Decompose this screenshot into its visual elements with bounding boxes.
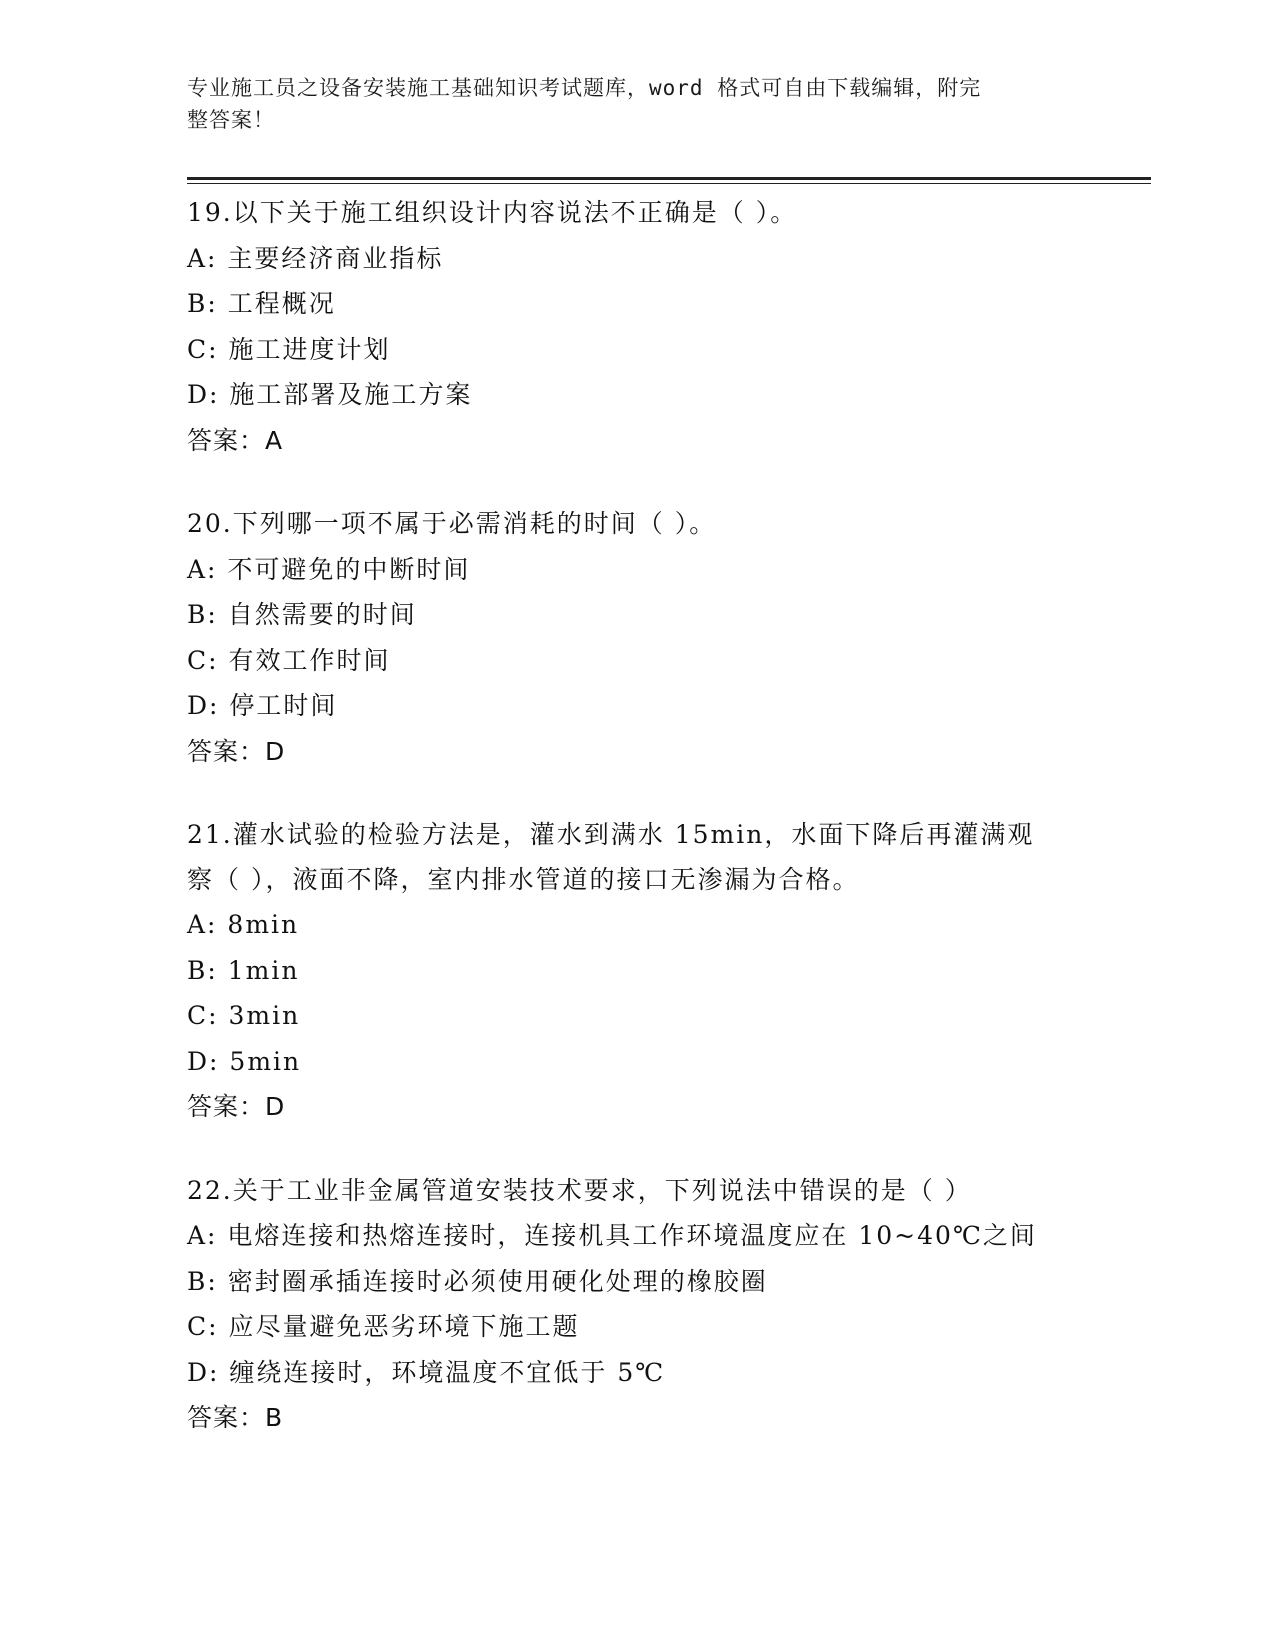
- question-22: [187, 1168, 1087, 1441]
- answer: 答案：D: [187, 1092, 286, 1121]
- option-b: B: 1min: [187, 955, 300, 985]
- option-c: C: 3min: [187, 1001, 301, 1030]
- question-stem-continued: 察（ ），液面不降，室内排水管道的接口无渗漏为合格。: [187, 865, 860, 894]
- question-stem: 22.关于工业非金属管道安装技术要求，下列说法中错误的是（ ）: [187, 1175, 972, 1205]
- option-d: D: 缠绕连接时，环境温度不宜低于 5℃: [187, 1357, 666, 1387]
- question-list: [187, 190, 1087, 1479]
- header-line-1: 专业施工员之设备安装施工基础知识考试题库，word 格式可自由下载编辑，附完: [187, 76, 982, 100]
- option-a: A: 不可避免的中断时间: [187, 554, 471, 584]
- option-b: B: 自然需要的时间: [187, 600, 417, 629]
- header-line-2: 整答案！: [187, 108, 275, 132]
- header-divider-thin: [187, 183, 1151, 184]
- question-20: [187, 501, 1087, 774]
- option-a: A: 主要经济商业指标: [187, 243, 444, 273]
- option-d: D: 停工时间: [187, 691, 338, 720]
- option-c: C: 施工进度计划: [187, 334, 391, 364]
- answer: 答案：A: [187, 425, 284, 455]
- option-b: B: 密封圈承插连接时必须使用硬化处理的橡胶圈: [187, 1266, 768, 1296]
- option-d: D: 施工部署及施工方案: [187, 380, 473, 409]
- answer: 答案：D: [187, 736, 286, 766]
- question-stem: 20.下列哪一项不属于必需消耗的时间（ ）。: [187, 509, 717, 538]
- document-header: [187, 72, 1067, 136]
- question-21: [187, 812, 1087, 1130]
- option-a: A: 电熔连接和热熔连接时，连接机具工作环境温度应在 10~40℃之间: [187, 1221, 1037, 1250]
- header-divider-thick: [187, 177, 1151, 180]
- option-d: D: 5min: [187, 1046, 302, 1076]
- question-19: [187, 190, 1087, 463]
- option-a: A: 8min: [187, 910, 300, 939]
- question-stem: 21.灌水试验的检验方法是，灌水到满水 15min，水面下降后再灌满观: [187, 820, 1035, 849]
- option-c: C: 有效工作时间: [187, 645, 391, 675]
- option-b: B: 工程概况: [187, 289, 336, 318]
- answer: 答案：B: [187, 1403, 284, 1432]
- question-stem: 19.以下关于施工组织设计内容说法不正确是（ ）。: [187, 198, 798, 227]
- option-c: C: 应尽量避免恶劣环境下施工题: [187, 1312, 580, 1341]
